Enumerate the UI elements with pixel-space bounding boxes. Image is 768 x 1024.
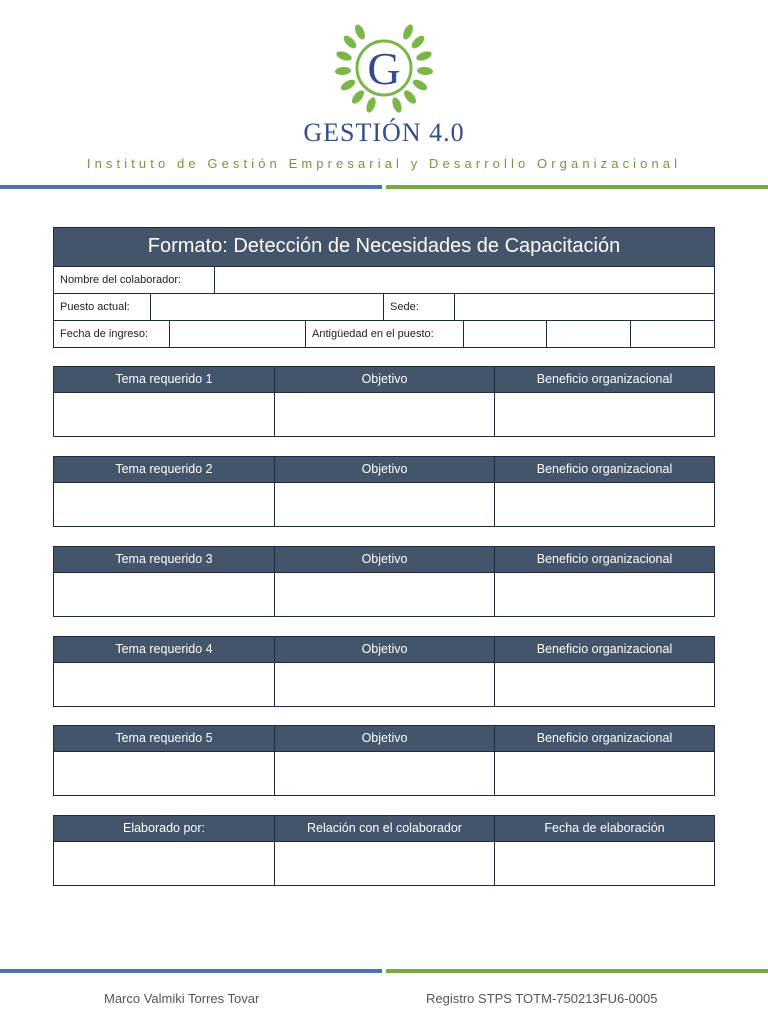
topic-cell[interactable]	[54, 483, 275, 527]
puesto-label: Puesto actual:	[54, 294, 151, 320]
fecha-ingreso-label: Fecha de ingreso:	[54, 321, 170, 347]
topic-header: Tema requerido 3	[54, 547, 275, 572]
benefit-cell[interactable]	[495, 393, 714, 437]
benefit-header: Beneficio organizacional	[536, 552, 673, 566]
objective-header: Objetivo	[275, 457, 495, 482]
fecha-ingreso-field[interactable]	[170, 321, 306, 347]
topic-table-4	[53, 636, 715, 707]
antiguedad-label: Antigüedad en el puesto:	[306, 321, 464, 347]
topic-table-3	[53, 546, 715, 617]
topic-cell[interactable]	[54, 752, 275, 796]
logo	[0, 18, 768, 118]
footer-author: Marco Valmiki Torres Tovar	[104, 991, 260, 1006]
topic-cell[interactable]	[54, 393, 275, 437]
topic-cell[interactable]	[54, 663, 275, 707]
form-row-puesto	[54, 294, 714, 321]
objective-cell[interactable]	[275, 752, 495, 796]
objective-header: Objetivo	[275, 726, 495, 751]
objective-header: Objetivo	[275, 637, 495, 662]
topic-table-1	[53, 366, 715, 437]
header-divider	[0, 185, 768, 189]
objective-cell[interactable]	[275, 483, 495, 527]
objective-header: Objetivo	[275, 367, 495, 392]
puesto-field[interactable]	[151, 294, 384, 320]
antiguedad-field-1[interactable]	[464, 321, 547, 347]
topic-header: Tema requerido 1	[54, 367, 275, 392]
brand-name: GESTIÓN 4.0	[303, 118, 465, 147]
benefit-header: Beneficio organizacional	[536, 642, 673, 656]
tagline: Instituto de Gestión Empresarial y Desarrollo Organizacional	[86, 156, 682, 171]
benefit-cell[interactable]	[495, 663, 714, 707]
benefit-cell[interactable]	[495, 752, 714, 796]
fecha-elaboracion-header: Fecha de elaboración	[544, 821, 665, 835]
fecha-elaboracion-cell[interactable]	[495, 842, 714, 886]
objective-cell[interactable]	[275, 393, 495, 437]
sede-label: Sede:	[384, 294, 455, 320]
benefit-cell[interactable]	[495, 483, 714, 527]
benefit-header: Beneficio organizacional	[536, 372, 673, 386]
form-title: Formato: Detección de Necesidades de Capacitación	[54, 228, 714, 267]
logo-letter: G	[367, 43, 401, 94]
laurel-wreath-logo-icon	[334, 18, 434, 118]
topic-header: Tema requerido 5	[54, 726, 275, 751]
form-row-fecha	[54, 321, 714, 347]
topic-header: Tema requerido 2	[54, 457, 275, 482]
nombre-label: Nombre del colaborador:	[54, 267, 215, 293]
relacion-header: Relación con el colaborador	[275, 816, 495, 841]
footer-divider	[0, 969, 768, 973]
elaborado-por-header: Elaborado por:	[54, 816, 275, 841]
antiguedad-field-2[interactable]	[547, 321, 631, 347]
benefit-header: Beneficio organizacional	[536, 731, 673, 745]
benefit-cell[interactable]	[495, 573, 714, 617]
signoff-table	[53, 815, 715, 886]
relacion-cell[interactable]	[275, 842, 495, 886]
antiguedad-field-3[interactable]	[631, 321, 714, 347]
objective-cell[interactable]	[275, 663, 495, 707]
topic-table-5	[53, 725, 715, 796]
nombre-field[interactable]	[215, 267, 714, 293]
collaborator-form	[53, 227, 715, 348]
elaborado-por-cell[interactable]	[54, 842, 275, 886]
footer-registro: Registro STPS TOTM-750213FU6-0005	[426, 991, 658, 1006]
benefit-header: Beneficio organizacional	[536, 462, 673, 476]
form-row-nombre	[54, 267, 714, 294]
objective-cell[interactable]	[275, 573, 495, 617]
topic-table-2	[53, 456, 715, 527]
topic-cell[interactable]	[54, 573, 275, 617]
sede-field[interactable]	[455, 294, 714, 320]
objective-header: Objetivo	[275, 547, 495, 572]
topic-header: Tema requerido 4	[54, 637, 275, 662]
